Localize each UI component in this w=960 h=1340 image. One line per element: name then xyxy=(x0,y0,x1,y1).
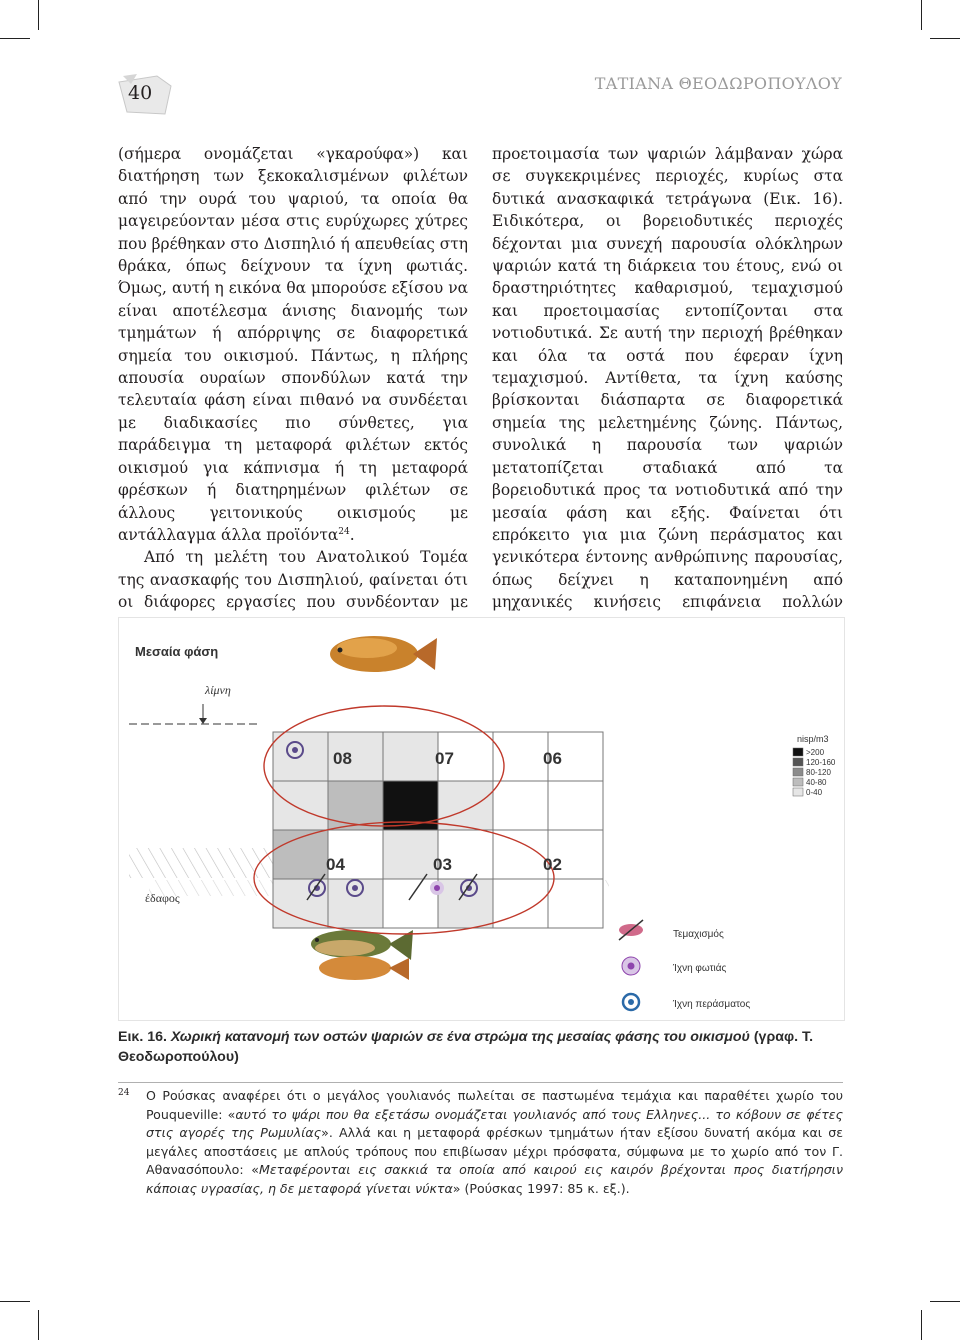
legend-label: >200 xyxy=(806,748,825,757)
paragraph: προετοιμασία των ψαριών λάμβαναν χώρα σε συγκεκριμένες περιοχές, κυρίως στα δυτικά ανασκαφικά τετράγωνα (Εικ. 16). Ειδικότερα, οι βορειοδυτικές περιοχές δέχονται μια συνεχή παρουσία ολόκληρων ψαριών κατά τη διάρκεια του έτους, ενώ οι δραστηριότητες καθαρισμού, τεμαχισμού και προετοιμασίας εντοπίζονται στα νοτιοδυτικά. Σε αυτή την περιοχή βρέθηκαν και όλα τα οστά που έφεραν ίχνη τεμαχισμού. Αντίθετα, τα ίχνη καύσης βρίσκονται διάσπαρτα σε διαφορετικά σημεία της μελετημένης ζώνης. Πάντως, συνολικά η παρουσία των ψαριών μετατοπίζεται σταδιακά από τα βορειοδυτικά προς τα νοτιοδυτικά από την μεσαία φάση και εξής. Φαίνεται ότι επρόκειτο για μια ζώνη περάσματος και γενικότερα έντονης ανθρώπινης παρουσίας, όπως δείχνει η καταπονημένη από μηχανικές κινήσεις επιφάνεια πολλών xyxy=(492,145,843,612)
footnote-divider xyxy=(118,1082,843,1083)
legend-label: 80-120 xyxy=(806,768,831,777)
figure-title: Μεσαία φάση xyxy=(135,644,219,659)
crop-mark xyxy=(930,1301,960,1302)
footnote-span: Ο Ρούσκας αναφέρει ότι ο μεγάλος γουλιανός πωλείται σε παστωμένα τεμάχια και παραθέτει χωρίο του Pouqueville: « xyxy=(146,1088,843,1122)
footnote-quote: Μεταφέρονται εις σακκιά τα οποία από καιρού εις καιρόν βρέχονται προς διατήρησιν κάποιας υγρασίας, η δε μεταφορά γίνεται νύκτα xyxy=(146,1162,843,1196)
passage-legend-icon xyxy=(623,994,639,1010)
caption-credit: (γραφ. Τ. Θεοδωροπούλου) xyxy=(118,1029,814,1065)
footnote-span: » (Ρούσκας 1997: 85 κ. εξ.). xyxy=(452,1180,630,1196)
arrow-down-icon xyxy=(199,718,207,724)
footnote-quote: αυτό το ψάρι που θα εξετάσω ονομάζεται γουλιανός από τους Ελληνες... το κόβουν σε φέτες στις αγορές της Ρωμυλίας xyxy=(146,1106,843,1141)
carp-fish-icon xyxy=(330,636,437,672)
crop-mark xyxy=(0,38,30,39)
grid-cell xyxy=(383,830,438,879)
crop-mark xyxy=(38,0,39,30)
square-label: 08 xyxy=(333,749,352,768)
running-head: ΤΑΤΙΑΝΑ ΘΕΟΔΩΡΟΠΟΥΛΟΥ xyxy=(594,74,842,93)
legend-label: Ίχνη περάσματος xyxy=(673,999,751,1010)
grid-cell xyxy=(493,781,548,830)
footnote-text xyxy=(146,1087,843,1199)
square-label: 02 xyxy=(543,855,562,874)
butchery-legend-icon xyxy=(619,920,643,940)
soil-label: έδαφος xyxy=(145,891,180,905)
grid-cell xyxy=(383,879,438,928)
footnote-number: 24 xyxy=(118,1088,130,1098)
fire-legend-icon xyxy=(622,957,640,975)
legend-label: 120-160 xyxy=(806,758,836,767)
paragraph xyxy=(118,143,468,546)
legend-label: Τεμαχισμός xyxy=(673,929,724,940)
legend-label: 40-80 xyxy=(806,778,827,787)
body-column-right xyxy=(492,143,843,636)
crop-mark xyxy=(38,1310,39,1340)
grid-cell xyxy=(493,732,548,781)
grid-cell xyxy=(273,879,328,928)
page-number: 40 xyxy=(128,82,153,104)
crop-mark xyxy=(921,1310,922,1340)
legend-swatch xyxy=(793,758,803,766)
legend-swatch xyxy=(793,778,803,786)
crop-mark xyxy=(0,1301,30,1302)
legend-label: Ίχνη φωτιάς xyxy=(673,963,727,974)
paragraph-text: (σήμερα ονομάζεται «γκαρούφα») και διατήρηση των ξεκοκαλισμένων φιλέτων από την ουρά του ψαριού, τα οποία θα μαγειρεύονταν μέσα στις ευρύχωρες χύτρες που βρέθηκαν στο Δισπηλιό ή απευθείας στη θράκα, όπως δείχνουν τα ίχνη φωτιάς. Όμως, αυτή η εικόνα θα μπορούσε εξίσου να είναι αποτέλεσμα άνισης διανομής των τμημάτων ή απόρριψης σε διαφορετικά σημεία του οικισμού. Πάντως, η πλήρης απουσία ουραίων σπονδύλων κατά την τελευταία φάση είναι πιθανό να συνδέεται με διαδικασίες πιο σύνθετες, για παράδειγμα τη μεταφορά φιλέτων εκτός οικισμού για κάπνισμα ή τη μεταφορά φρέσκων ή διατηρημένων φιλέτων σε άλλους γειτονικούς οικισμούς με αντάλλαγμα άλλα προϊόντα xyxy=(118,145,468,544)
crop-mark xyxy=(930,38,960,39)
legend-title: nisp/m3 xyxy=(797,734,829,744)
legend-label: 0-40 xyxy=(806,788,823,797)
legend-swatch xyxy=(793,748,803,756)
caption-text: Χωρική κατανομή των οστών ψαριών σε ένα στρώμα της μεσαίας φάσης του οικισμού xyxy=(170,1029,750,1045)
footnote-ref[interactable]: 24 xyxy=(338,526,350,537)
paragraph-text: . xyxy=(349,525,355,544)
square-label: 07 xyxy=(435,749,454,768)
legend-swatch xyxy=(793,768,803,776)
grid-cell xyxy=(548,781,603,830)
catfish-icon xyxy=(311,930,413,980)
figure-diagram xyxy=(119,618,844,1020)
grid-cell xyxy=(273,781,328,830)
crop-mark xyxy=(921,0,922,30)
body-column-left xyxy=(118,143,468,636)
grid-cell xyxy=(438,781,493,830)
symbol-legend xyxy=(619,920,750,1010)
grid-cell xyxy=(548,879,603,928)
fire-trace-icon xyxy=(430,881,444,895)
square-label: 04 xyxy=(326,855,345,874)
density-legend xyxy=(793,748,836,797)
grid-cell xyxy=(438,879,493,928)
square-label: 03 xyxy=(433,855,452,874)
legend-swatch xyxy=(793,788,803,796)
footnote-span: ». Αλλά και η μεταφορά φρέσκων τμημάτων ήταν εξίσου δυνατή ακόμα και σε μεγάλες αποστάσεις με απλούς τρόπους που επιβίωσαν μέχρι πρόσφατα, σύμφωνα με το χωρίο από τον Γ. Αθανασόπουλο: « xyxy=(146,1125,843,1178)
square-label: 06 xyxy=(543,749,562,768)
grid-cell xyxy=(383,732,438,781)
figure-caption xyxy=(118,1027,843,1067)
figure-16 xyxy=(118,617,845,1021)
paragraph: Από τη μελέτη του Ανατολικού Τομέα της ανασκαφής του Δισπηλιού, φαίνεται ότι οι διάφορες εργασίες που συνδέονταν με xyxy=(118,548,468,612)
caption-label: Εικ. 16. xyxy=(118,1029,167,1045)
lake-label: λίμνη xyxy=(205,683,231,697)
